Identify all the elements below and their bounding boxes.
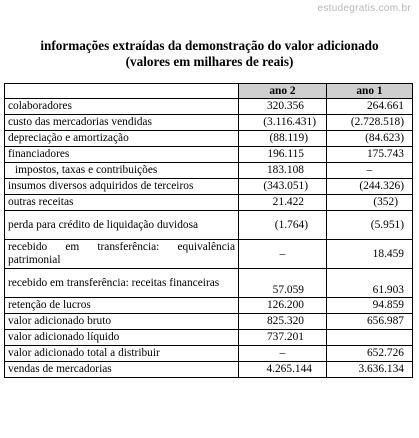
table-row <box>5 330 413 346</box>
value-ano-1: 652.726 <box>327 346 413 362</box>
row-label: valor adicionado bruto <box>5 314 239 330</box>
value-ano-1: 3.636.134 <box>327 362 413 378</box>
value-ano-2: 825.320 <box>239 314 327 330</box>
value-ano-1: 656.987 <box>327 314 413 330</box>
value-ano-1: (5.951) <box>327 211 413 240</box>
row-label: custo das mercadorias vendidas <box>5 115 239 131</box>
value-ano-1: 18.459 <box>327 240 413 269</box>
table-row <box>5 115 413 131</box>
value-ano-2: 21.422 <box>239 195 327 211</box>
value-ano-1: – <box>327 163 413 179</box>
table-row <box>5 298 413 314</box>
row-label: colaboradores <box>5 99 239 115</box>
value-ano-1: 175.743 <box>327 147 413 163</box>
value-ano-2: 196.115 <box>239 147 327 163</box>
value-ano-2: (3.116.431) <box>239 115 327 131</box>
header-ano-2: ano 2 <box>239 84 327 99</box>
row-label: retenção de lucros <box>5 298 239 314</box>
value-ano-2: (1.764) <box>239 211 327 240</box>
row-label: financiadores <box>5 147 239 163</box>
table-row <box>5 211 413 240</box>
row-label: vendas de mercadorias <box>5 362 239 378</box>
value-ano-1: (244.326) <box>327 179 413 195</box>
row-label: recebido em transferência: receitas financeiras <box>5 269 239 298</box>
watermark: estudegratis.com.br <box>317 3 411 14</box>
row-label: outras receitas <box>5 195 239 211</box>
table-row <box>5 362 413 378</box>
value-ano-2: 57.059 <box>239 269 327 298</box>
document-title <box>0 38 419 70</box>
value-ano-2: (88.119) <box>239 131 327 147</box>
row-label: recebido em transferência: equivalência patrimonial <box>5 240 239 269</box>
value-ano-2: 320.356 <box>239 99 327 115</box>
table-row <box>5 314 413 330</box>
header-blank-cell <box>5 84 239 99</box>
value-ano-2: 737.201 <box>239 330 327 346</box>
table-row <box>5 99 413 115</box>
value-ano-2: – <box>239 346 327 362</box>
value-ano-2: 4.265.144 <box>239 362 327 378</box>
row-label: insumos diversos adquiridos de terceiros <box>5 179 239 195</box>
table-row <box>5 163 413 179</box>
value-ano-2: – <box>239 240 327 269</box>
value-ano-2: 126.200 <box>239 298 327 314</box>
value-ano-1: (352) <box>327 195 413 211</box>
table-row <box>5 131 413 147</box>
title-line-2: (valores em milhares de reais) <box>125 54 294 69</box>
value-ano-2: 183.108 <box>239 163 327 179</box>
table-row <box>5 179 413 195</box>
value-added-table <box>4 83 413 378</box>
row-label: valor adicionado total a distribuir <box>5 346 239 362</box>
row-label: valor adicionado líquido <box>5 330 239 346</box>
value-ano-2: (343.051) <box>239 179 327 195</box>
value-ano-1 <box>327 330 413 346</box>
value-ano-1: (84.623) <box>327 131 413 147</box>
value-ano-1: 61.903 <box>327 269 413 298</box>
header-row <box>5 84 413 99</box>
table-row <box>5 147 413 163</box>
row-label: perda para crédito de liquidação duvidosa <box>5 211 239 240</box>
row-label: depreciação e amortização <box>5 131 239 147</box>
value-ano-1: (2.728.518) <box>327 115 413 131</box>
value-ano-1: 94.859 <box>327 298 413 314</box>
table-row <box>5 269 413 298</box>
row-label: impostos, taxas e contribuições <box>5 163 239 179</box>
header-ano-1: ano 1 <box>327 84 413 99</box>
table-row <box>5 240 413 269</box>
title-line-1: informações extraídas da demonstração do valor adicionado <box>40 38 379 53</box>
table-row <box>5 195 413 211</box>
table-row <box>5 346 413 362</box>
value-ano-1: 264.661 <box>327 99 413 115</box>
